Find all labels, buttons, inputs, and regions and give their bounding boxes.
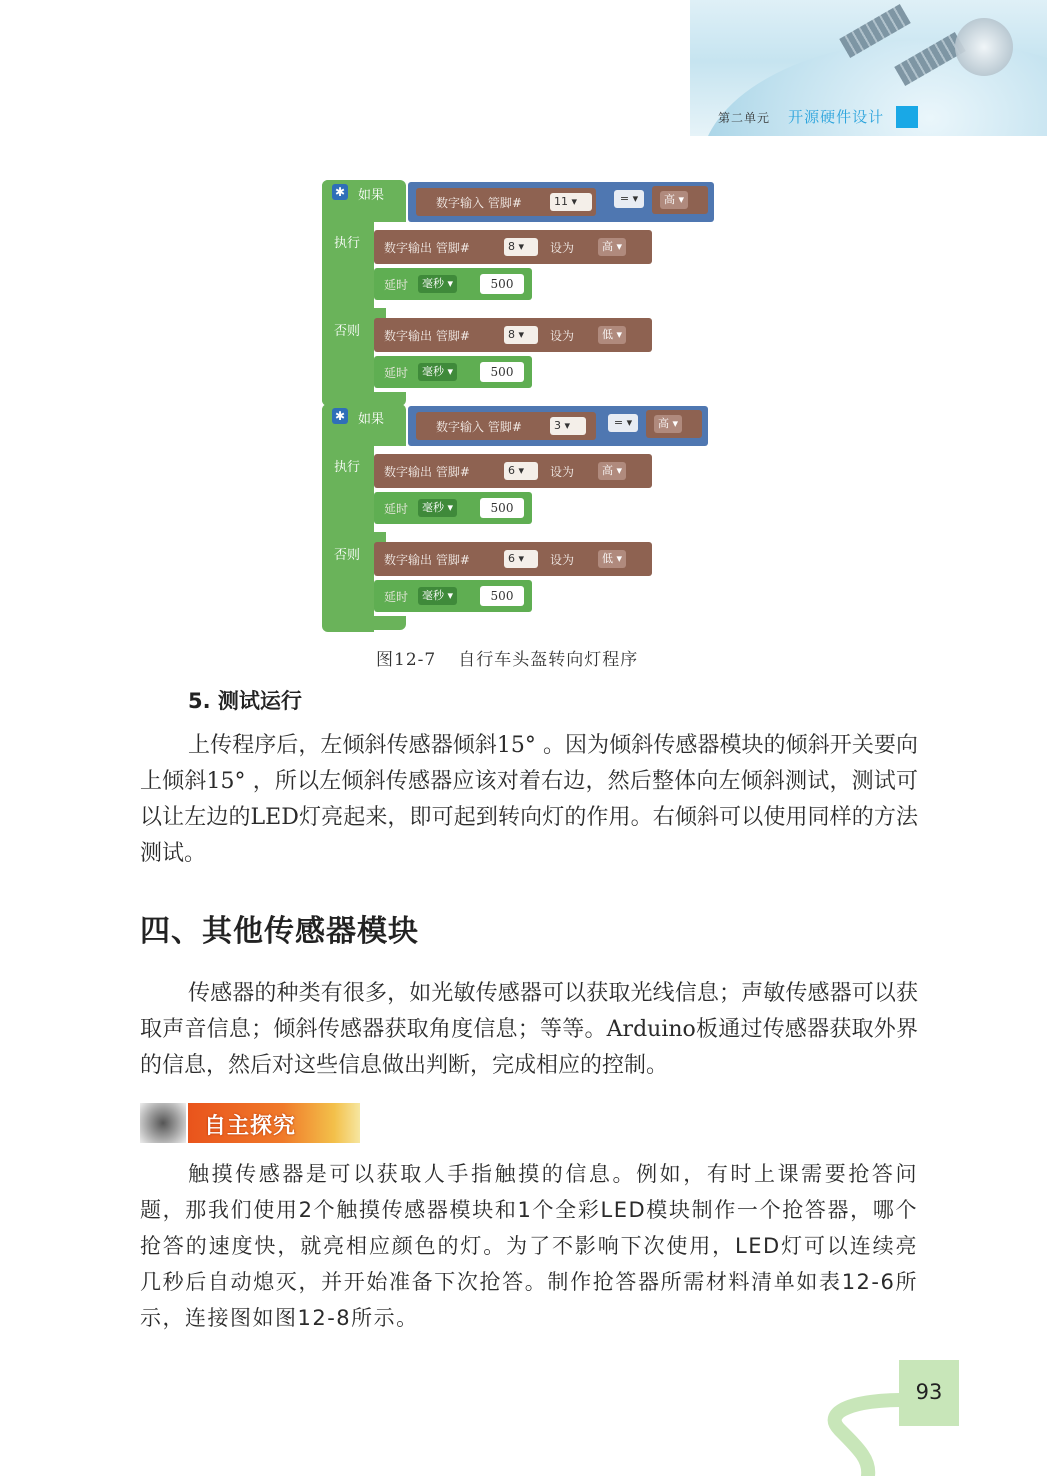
explore-label: 自主探究 [204, 1114, 297, 1139]
body-paragraph: 触摸传感器是可以获取人手指触摸的信息。例如，有时上课需要抢答问题，那我们使用2个触摸传感器模块和1个全彩LED模块制作一个抢答器，哪个抢答的速度快，就亮相应颜色的灯。为了不影响下次使用，LED灯可以连续亮几秒后自动熄灭，并开始准备下次抢答。制作抢答器所需材料清单如表12-6所示，连接图如图12-8所示。 [140, 1162, 918, 1330]
set-label: 设为 [550, 329, 575, 343]
digital-write-block [374, 454, 652, 488]
pin-dropdown[interactable]: 3 ▾ [550, 417, 586, 435]
condition-block [408, 182, 714, 222]
explore-label-bar [188, 1103, 360, 1143]
pin-dropdown[interactable]: 6 ▾ [504, 550, 538, 568]
chapter-title: 开源硬件设计 [788, 108, 885, 126]
unit-dropdown[interactable]: 毫秒 ▾ [418, 499, 457, 517]
else-keyword: 否则 [334, 548, 361, 563]
set-label: 设为 [550, 465, 575, 479]
delay-label: 延时 [384, 278, 409, 292]
operator-dropdown[interactable]: = ▾ [608, 414, 638, 432]
digital-write-block [374, 542, 652, 576]
digital-write-label: 数字输出 管脚# [384, 465, 470, 479]
delay-value[interactable]: 500 [480, 586, 524, 606]
digital-read-block [416, 188, 596, 216]
delay-block [374, 492, 532, 524]
delay-value[interactable]: 500 [480, 274, 524, 294]
delay-label: 延时 [384, 590, 409, 604]
unit-dropdown[interactable]: 毫秒 ▾ [418, 363, 457, 381]
digital-write-label: 数字输出 管脚# [384, 329, 470, 343]
pin-dropdown[interactable]: 6 ▾ [504, 462, 538, 480]
unit-label: 第二单元 [718, 111, 771, 125]
digital-write-label: 数字输出 管脚# [384, 241, 470, 255]
digital-read-label: 数字输入 管脚# [436, 196, 522, 210]
delay-label: 延时 [384, 502, 409, 516]
if-else-block [322, 404, 722, 632]
level-dropdown[interactable]: 高 ▾ [598, 462, 626, 480]
delay-value[interactable]: 500 [480, 362, 524, 382]
gear-icon: ✱ [332, 184, 348, 200]
delay-block [374, 356, 532, 388]
gear-icon: ✱ [332, 408, 348, 424]
figure-number: 图12-7 [376, 650, 437, 670]
delay-block [374, 268, 532, 300]
figure-title: 自行车头盔转向灯程序 [458, 650, 639, 670]
block-program-figure [322, 180, 722, 632]
if-keyword: 如果 [358, 188, 385, 203]
if-else-block [322, 180, 722, 406]
pin-dropdown[interactable]: 8 ▾ [504, 238, 538, 256]
level-dropdown[interactable]: 低 ▾ [598, 550, 626, 568]
page-number: 93 [915, 1380, 943, 1404]
delay-label: 延时 [384, 366, 409, 380]
digital-write-block [374, 230, 652, 264]
body-paragraph: 上传程序后，左倾斜传感器倾斜15° 。因为倾斜传感器模块的倾斜开关要向上倾斜15° ，所以左倾斜传感器应该对着右边，然后整体向左倾斜测试，测试可以让左边的LED灯亮起来，即可起到转向灯的作用。右倾斜可以使用同样的方法测试。 [140, 733, 918, 866]
explore-icon [140, 1103, 186, 1143]
unit-dropdown[interactable]: 毫秒 ▾ [418, 587, 457, 605]
value-dropdown[interactable]: 高 ▾ [654, 415, 682, 433]
value-dropdown[interactable]: 高 ▾ [660, 191, 688, 209]
level-dropdown[interactable]: 高 ▾ [598, 238, 626, 256]
value-block [652, 186, 708, 214]
else-keyword: 否则 [334, 324, 361, 339]
pin-dropdown[interactable]: 11 ▾ [550, 193, 592, 211]
value-block [646, 410, 702, 438]
delay-block [374, 580, 532, 612]
if-keyword: 如果 [358, 412, 385, 427]
pin-dropdown[interactable]: 8 ▾ [504, 326, 538, 344]
page-number-box [899, 1360, 959, 1426]
header-marker [896, 106, 918, 128]
digital-read-label: 数字输入 管脚# [436, 420, 522, 434]
set-label: 设为 [550, 241, 575, 255]
explore-banner [140, 1103, 360, 1143]
unit-dropdown[interactable]: 毫秒 ▾ [418, 275, 457, 293]
set-label: 设为 [550, 553, 575, 567]
body-paragraph: 传感器的种类有很多，如光敏传感器可以获取光线信息；声敏传感器可以获取声音信息；倾斜传感器获取角度信息；等等。Arduino板通过传感器获取外界的信息，然后对这些信息做出判断，完成相应的控制。 [140, 981, 918, 1078]
do-keyword: 执行 [334, 236, 361, 251]
level-dropdown[interactable]: 低 ▾ [598, 326, 626, 344]
running-header [718, 106, 884, 126]
satellite-dish-graphic [955, 18, 1013, 76]
delay-value[interactable]: 500 [480, 498, 524, 518]
subsection-heading: 5. 测试运行 [188, 689, 302, 713]
block-cap [322, 616, 406, 630]
section-heading: 四、其他传感器模块 [140, 914, 419, 949]
figure-caption [376, 645, 638, 670]
condition-block [408, 406, 708, 446]
digital-read-block [416, 412, 596, 440]
operator-dropdown[interactable]: = ▾ [614, 190, 644, 208]
do-keyword: 执行 [334, 460, 361, 475]
digital-write-block [374, 318, 652, 352]
digital-write-label: 数字输出 管脚# [384, 553, 470, 567]
